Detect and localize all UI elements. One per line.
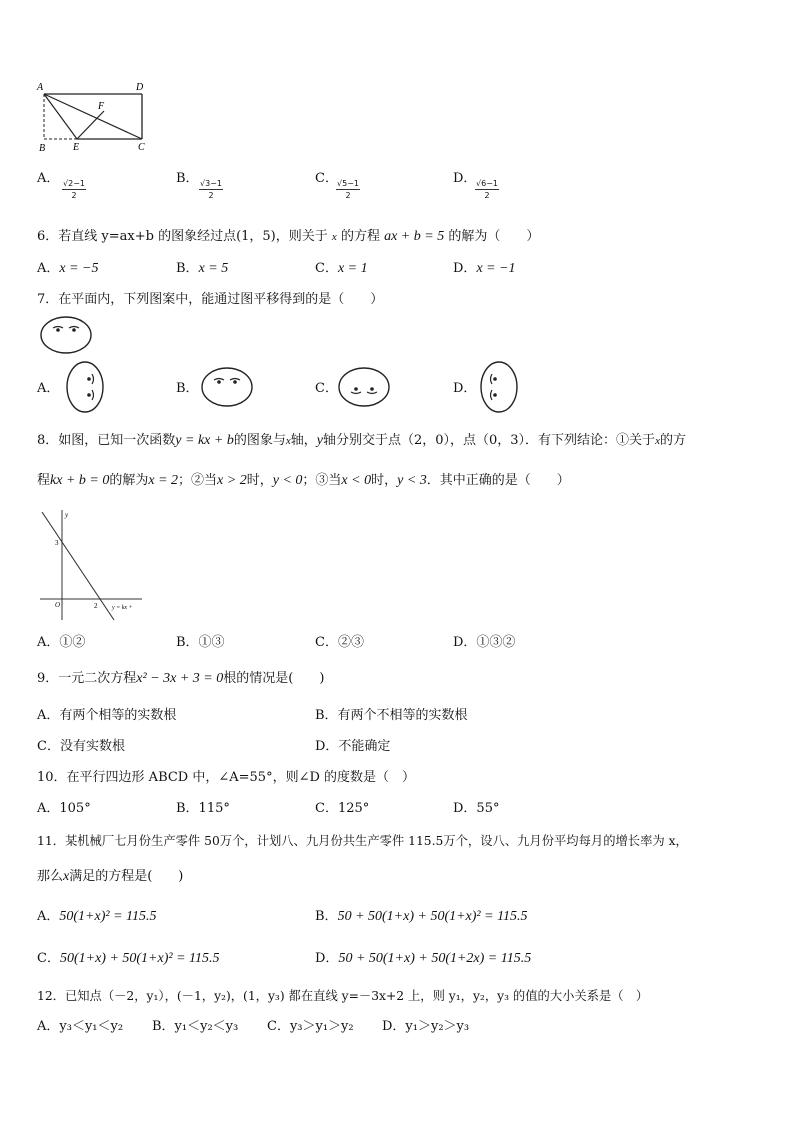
q6-stem-a: 6．若直线 y=ax+b 的图象经过点(1，5)，则关于	[37, 229, 328, 244]
q8-math: y < 3	[397, 473, 427, 488]
q5-option-a[interactable]	[37, 170, 59, 188]
label-F: F	[98, 101, 105, 112]
q8-math: x = 2	[148, 473, 179, 488]
fraction-denominator: 2	[71, 191, 77, 200]
option-letter: B．	[176, 261, 199, 276]
q6-stem-b: 的方程	[340, 229, 380, 244]
q11-option-d[interactable]	[315, 950, 531, 968]
q6-stem	[37, 228, 539, 246]
q9-option-d[interactable]: D．不能确定	[315, 739, 391, 754]
q12-option-c[interactable]: C．y₃＞y₁＞y₂	[267, 1019, 354, 1034]
option-math: 50 + 50(1+x) + 50(1+2x) = 115.5	[338, 951, 532, 966]
q11-option-c[interactable]	[37, 950, 219, 968]
q9-option-c[interactable]: C．没有实数根	[37, 739, 125, 754]
line-label: y = kx +	[112, 605, 133, 611]
q8-text: 8．如图，已知一次函数	[37, 433, 176, 448]
q11-text: 那么	[37, 869, 64, 884]
q8-var: y	[316, 433, 323, 448]
option-letter: A．	[37, 909, 60, 924]
q8-text: ；②当	[178, 473, 218, 488]
fraction-denominator: 2	[345, 191, 351, 200]
q7-option-b[interactable]: B．	[176, 381, 199, 396]
q10-stem: 10．在平行四边形 ABCD 中，∠A=55°，则∠D 的度数是（ ）	[37, 770, 416, 785]
q10-option-d[interactable]: D．55°	[453, 801, 500, 816]
q5-option-b-fraction	[199, 178, 223, 201]
q5-option-c-fraction	[336, 178, 360, 201]
q8-stem-line2	[37, 472, 570, 490]
q8-var: x	[285, 435, 291, 447]
option-b-face-icon[interactable]	[199, 365, 255, 409]
option-letter: D．	[453, 171, 477, 186]
fraction-denominator: 2	[484, 191, 490, 200]
q8-math: y < 0	[272, 473, 303, 488]
option-letter: B．	[176, 171, 199, 186]
q8-text: ；③当	[302, 473, 342, 488]
q6-option-b[interactable]	[176, 260, 228, 278]
fraction-numerator: √2−1	[63, 179, 85, 188]
fraction-denominator: 2	[208, 191, 214, 200]
q6-var-x: x	[331, 231, 337, 243]
q6-equation: ax + b = 5	[384, 229, 445, 244]
option-d-face-icon[interactable]	[476, 359, 522, 415]
option-letter: A．	[37, 261, 60, 276]
q8-text: ．其中正确的是（ ）	[426, 473, 570, 488]
option-letter: C．	[315, 171, 338, 186]
q8-math: x < 0	[341, 473, 372, 488]
q5-option-d-fraction	[475, 178, 499, 201]
q6-option-c[interactable]	[315, 260, 368, 278]
option-math: 50(1+x) + 50(1+x)² = 115.5	[59, 951, 220, 966]
q8-text: 的图象与	[233, 433, 286, 448]
option-math: x = −5	[59, 261, 99, 276]
option-letter: D．	[453, 261, 477, 276]
q11-option-a[interactable]	[37, 908, 156, 926]
q6-stem-c: 的解为（ ）	[448, 229, 540, 244]
fraction-numerator: √6−1	[476, 179, 498, 188]
axis-y-label: y	[65, 511, 69, 519]
q12-stem: 12．已知点（－2，y₁），(－1，y₂)，(1，y₃) 都在直线 y=－3x+2 上，则 y₁，y₂，y₃ 的值的大小关系是（ ）	[37, 989, 649, 1003]
q6-option-a[interactable]	[37, 260, 99, 278]
option-c-face-icon[interactable]	[336, 365, 392, 409]
q8-option-a[interactable]: A．①②	[37, 635, 86, 650]
label-A: A	[37, 82, 44, 93]
label-E: E	[73, 142, 80, 153]
rectangle-figure	[34, 78, 154, 156]
q7-option-a[interactable]: A．	[37, 381, 60, 396]
option-letter: C．	[315, 261, 338, 276]
option-math: x = −1	[476, 261, 516, 276]
q9-option-a[interactable]: A．有两个相等的实数根	[37, 708, 177, 723]
option-math: 50(1+x)² = 115.5	[59, 909, 157, 924]
q12-option-b[interactable]: B．y₁＜y₂＜y₃	[152, 1019, 239, 1034]
q9-text: 9．一元二次方程	[37, 671, 137, 686]
q8-equation: y = kx + b	[175, 433, 234, 448]
q8-text: 轴，	[290, 433, 317, 448]
option-math: x = 5	[198, 261, 229, 276]
q11-stem-line2	[37, 868, 183, 886]
q8-option-d[interactable]: D．①③②	[453, 635, 516, 650]
q12-option-d[interactable]: D．y₁＞y₂＞y₃	[382, 1019, 470, 1034]
q8-stem-line1	[37, 432, 686, 450]
option-math: x = 1	[337, 261, 368, 276]
q9-stem	[37, 670, 324, 688]
q9-equation: x² − 3x + 3 = 0	[136, 671, 224, 686]
origin-label: O	[55, 601, 61, 609]
fraction-numerator: √5−1	[337, 179, 359, 188]
q5-option-b[interactable]	[176, 170, 199, 188]
q5-option-c[interactable]	[315, 170, 338, 188]
reference-face-icon	[38, 314, 94, 356]
label-B: B	[39, 143, 46, 154]
q11-text: 满足的方程是( )	[69, 869, 184, 884]
q11-var: x	[63, 869, 70, 884]
q7-stem: 7．在平面内，下列图案中，能通过图平移得到的是（ ）	[37, 292, 384, 307]
tick-3-label: 3	[55, 539, 59, 547]
option-a-face-icon[interactable]	[62, 359, 108, 415]
q7-option-d[interactable]: D．	[453, 381, 477, 396]
option-letter: D．	[315, 951, 339, 966]
q8-text: 时，	[246, 473, 273, 488]
label-C: C	[138, 142, 145, 153]
q10-option-c[interactable]: C．125°	[315, 801, 370, 816]
q10-option-a[interactable]: A．105°	[37, 801, 91, 816]
fraction-numerator: √3−1	[200, 179, 222, 188]
q8-text: 时，	[371, 473, 398, 488]
q8-option-b[interactable]: B．①③	[176, 635, 225, 650]
option-letter: B．	[315, 909, 338, 924]
q6-option-d[interactable]	[453, 260, 516, 278]
q11-option-b[interactable]	[315, 908, 528, 926]
q8-option-c[interactable]: C．②③	[315, 635, 364, 650]
q5-option-d[interactable]	[453, 170, 476, 188]
q8-text: 的方	[659, 433, 686, 448]
q12-option-a[interactable]: A．y₃＜y₁＜y₂	[37, 1019, 124, 1034]
q8-text: 程	[37, 473, 51, 488]
q8-equation: kx + b = 0	[50, 473, 110, 488]
q8-text: 的解为	[109, 473, 149, 488]
q8-text: 轴分别交于点（2，0），点（0，3）．有下列结论：①关于	[322, 433, 656, 448]
option-letter: C．	[37, 951, 60, 966]
q9-option-b[interactable]: B．有两个不相等的实数根	[315, 708, 468, 723]
tick-2-label: 2	[94, 602, 98, 610]
q5-option-a-fraction	[62, 178, 86, 201]
q11-stem-line1: 11．某机械厂七月份生产零件 50万个，计划八、九月份共生产零件 115.5万个，设八、九月份平均每月的增长率为 x，	[37, 834, 688, 848]
q7-option-c[interactable]: C．	[315, 381, 338, 396]
q8-var: x	[655, 435, 660, 447]
linear-function-graph	[38, 508, 148, 624]
q9-text: 根的情况是( )	[223, 671, 325, 686]
q8-math: x > 2	[217, 473, 247, 488]
q10-option-b[interactable]: B．115°	[176, 801, 230, 816]
label-D: D	[136, 82, 144, 93]
option-math: 50 + 50(1+x) + 50(1+x)² = 115.5	[337, 909, 528, 924]
option-letter: A．	[37, 171, 60, 186]
